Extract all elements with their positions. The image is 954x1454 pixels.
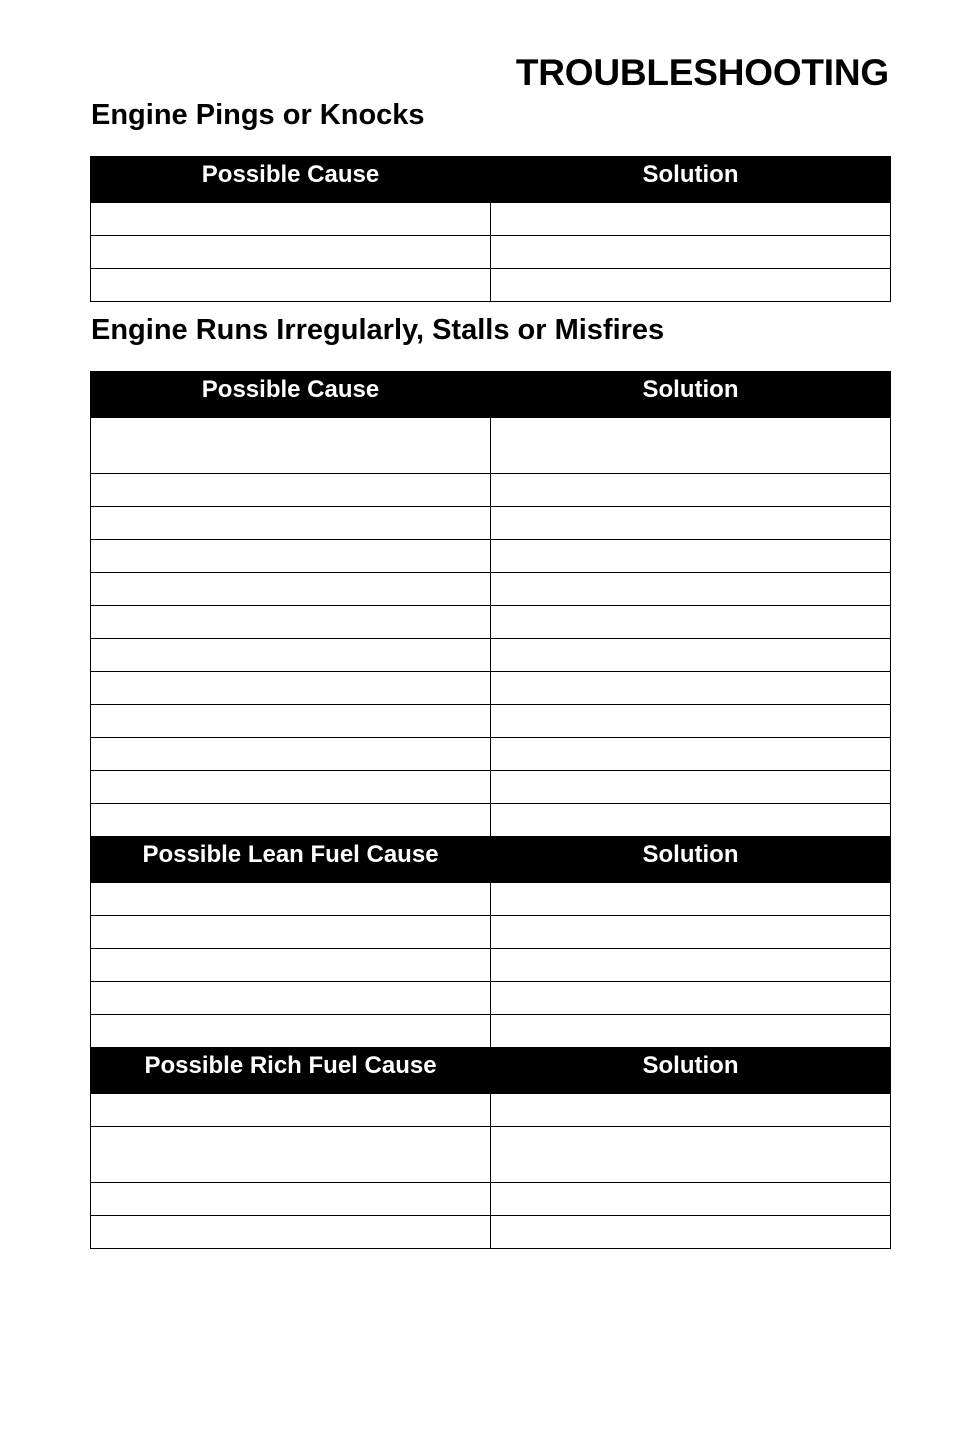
cause-cell: [91, 269, 491, 302]
solution-cell: [491, 203, 891, 236]
table-row: [91, 804, 891, 837]
solution-cell: [491, 705, 891, 738]
table-row: [91, 1216, 891, 1249]
solution-cell: [491, 639, 891, 672]
solution-cell: [491, 883, 891, 916]
cause-cell: [91, 705, 491, 738]
cause-cell: [91, 1127, 491, 1183]
table-row: [91, 982, 891, 1015]
cause-cell: [91, 418, 491, 474]
cause-cell: [91, 540, 491, 573]
table-row: [91, 949, 891, 982]
table-row: [91, 771, 891, 804]
table-row: [91, 916, 891, 949]
table-row: [91, 1015, 891, 1048]
cause-cell: [91, 804, 491, 837]
column-header-solution: Solution: [491, 1048, 891, 1094]
table-row: [91, 1094, 891, 1127]
table-row: [91, 738, 891, 771]
cause-cell: [91, 606, 491, 639]
column-header-solution: Solution: [491, 837, 891, 883]
cause-cell: [91, 1015, 491, 1048]
table-row: [91, 507, 891, 540]
solution-cell: [491, 606, 891, 639]
cause-cell: [91, 474, 491, 507]
table-header-row: [91, 372, 891, 418]
column-header-cause: Possible Cause: [91, 157, 491, 203]
solution-cell: [491, 1127, 891, 1183]
table-row: [91, 705, 891, 738]
pings-table: [90, 156, 891, 302]
table-row: [91, 606, 891, 639]
solution-cell: [491, 949, 891, 982]
table-header-row: [91, 157, 891, 203]
solution-cell: [491, 982, 891, 1015]
solution-cell: [491, 236, 891, 269]
runs-irregularly-table: [90, 371, 891, 1249]
cause-cell: [91, 982, 491, 1015]
cause-cell: [91, 883, 491, 916]
table-row: [91, 474, 891, 507]
cause-cell: [91, 1094, 491, 1127]
cause-cell: [91, 573, 491, 606]
cause-cell: [91, 203, 491, 236]
table-row: [91, 203, 891, 236]
column-header-solution: Solution: [491, 372, 891, 418]
solution-cell: [491, 418, 891, 474]
solution-cell: [491, 804, 891, 837]
table-row: [91, 1127, 891, 1183]
table-row: [91, 418, 891, 474]
solution-cell: [491, 672, 891, 705]
solution-cell: [491, 771, 891, 804]
cause-cell: [91, 738, 491, 771]
cause-cell: [91, 1216, 491, 1249]
cause-cell: [91, 1183, 491, 1216]
table-header-row-lean: [91, 837, 891, 883]
solution-cell: [491, 474, 891, 507]
table-row: [91, 269, 891, 302]
page-title: TROUBLESHOOTING: [515, 52, 889, 93]
table-row: [91, 883, 891, 916]
solution-cell: [491, 1216, 891, 1249]
solution-cell: [491, 738, 891, 771]
table-row: [91, 540, 891, 573]
section-heading-pings: Engine Pings or Knocks: [91, 99, 425, 131]
column-header-solution: Solution: [491, 157, 891, 203]
table-row: [91, 236, 891, 269]
cause-cell: [91, 771, 491, 804]
solution-cell: [491, 1094, 891, 1127]
table-row: [91, 639, 891, 672]
column-header-rich-cause: Possible Rich Fuel Cause: [91, 1048, 491, 1094]
solution-cell: [491, 916, 891, 949]
cause-cell: [91, 916, 491, 949]
column-header-cause: Possible Cause: [91, 372, 491, 418]
table-row: [91, 1183, 891, 1216]
table-row: [91, 672, 891, 705]
cause-cell: [91, 639, 491, 672]
cause-cell: [91, 949, 491, 982]
solution-cell: [491, 269, 891, 302]
column-header-lean-cause: Possible Lean Fuel Cause: [91, 837, 491, 883]
solution-cell: [491, 1015, 891, 1048]
solution-cell: [491, 540, 891, 573]
solution-cell: [491, 1183, 891, 1216]
solution-cell: [491, 573, 891, 606]
table-header-row-rich: [91, 1048, 891, 1094]
cause-cell: [91, 236, 491, 269]
table-row: [91, 573, 891, 606]
solution-cell: [491, 507, 891, 540]
cause-cell: [91, 507, 491, 540]
cause-cell: [91, 672, 491, 705]
section-heading-runs-irregularly: Engine Runs Irregularly, Stalls or Misfires: [91, 314, 665, 346]
